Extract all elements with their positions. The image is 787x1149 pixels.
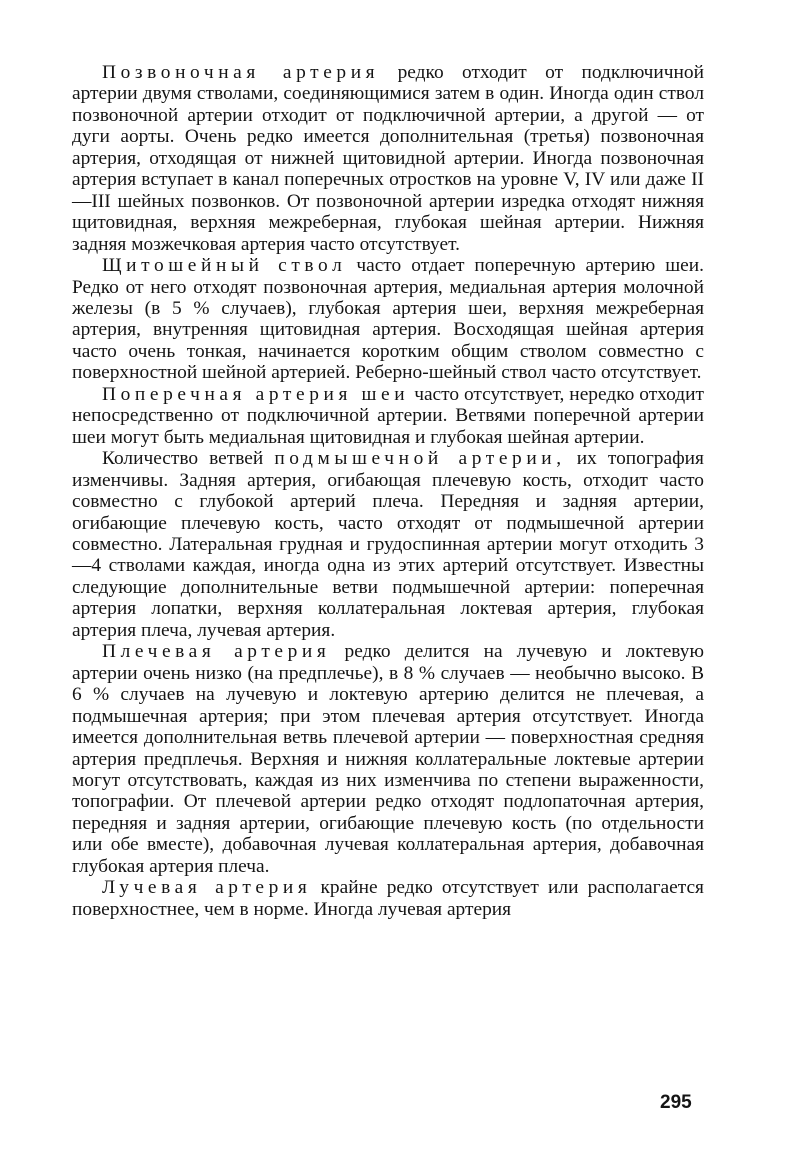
lead-text: Количество ветвей [102,448,264,470]
spaced-term: Щитошейный ствол [102,255,347,277]
paragraph-transverse-cervical-artery [72,384,704,448]
paragraph-text: часто отсутствует, нередко отходит непосредственно от подключичной артерии. Ветвями поперечной артерии шеи могут быть медиальная щитовидная и глубокая шейная артерии. [72,383,704,448]
spaced-term: Плечевая артерия [102,641,331,663]
paragraph-text: редко отходит от подключичной артерии двумя стволами, соединяющимися затем в один. Иногда один ствол позвоночной артерии отходит от подключичной артерии, а другой — от дуги аорты. Очень редко имеется дополнительная (третья) позвоночная артерия, отходящая от нижней щитовидной артерии. Иногда позвоночная артерия вступает в канал поперечных отростков на уровне V, IV или даже II—III шейных позвонков. От позвоночной артерии изредка отходят нижняя щитовидная, верхняя межреберная, глубокая шейная артерии. Нижняя задняя мозжечковая артерия часто отсутствует. [72,62,704,255]
paragraph-brachial-artery [72,641,704,877]
spaced-term: Позвоночная артерия [102,62,380,83]
paragraph-thyrocervical-trunk [72,255,704,384]
paragraph-vertebral-artery [72,62,704,255]
spaced-term: подмышечной артерии, [274,448,566,470]
paragraph-radial-artery [72,877,704,920]
paragraph-text: крайне редко отсутствует или располагается поверхностнее, чем в норме. Иногда лучевая артерия [72,877,704,920]
paragraph-axillary-artery [72,448,704,641]
paragraph-text: часто отдает поперечную артерию шеи. Редко от него отходят позвоночная артерия, медиальная артерия молочной железы (в 5 % случаев), глубокая артерия шеи, верхняя межреберная артерия, внутренняя щитовидная артерия. Восходящая шейная артерия часто очень тонкая, начинается коротким общим стволом совместно с поверхностной шейной артерией. Реберно-шейный ствол часто отсутствует. [72,255,704,384]
paragraph-text: их топография изменчивы. Задняя артерия, огибающая плечевую кость, отходит часто совместно с глубокой артерий плеча. Передняя и задняя артерии, огибающие плечевую кость, часто отходят от подмышечной артерии совместно. Латеральная грудная и грудоспинная артерии могут отходить 3—4 стволами каждая, иногда одна из этих артерий отсутствует. Известны следующие дополнительные ветви подмышечной артерии: поперечная артерия лопатки, верхняя коллатеральная локтевая артерия, глубокая артерия плеча, лучевая артерия. [72,448,704,641]
spaced-term: Поперечная артерия шеи [102,383,410,405]
spaced-term: Лучевая артерия [102,877,312,899]
paragraph-text: редко делится на лучевую и локтевую артерии очень низко (на предплечье), в 8 % случаев — необычно высоко. В 6 % случаев на лучевую и локтевую артерию делится не плечевая, а подмышечная артерия; при этом плечевая артерия отсутствует. Иногда имеется дополнительная ветвь плечевой артерии — поверхностная средняя артерия предплечья. Верхняя и нижняя коллатеральные локтевые артерии могут отсутствовать, каждая из них изменчива по степени выраженности, топографии. От плечевой артерии редко отходят подлопаточная артерия, передняя и задняя артерии, огибающие плечевую кость (по отдельности или обе вместе), добавочная лучевая коллатеральная артерия, добавочная глубокая артерия плеча. [72,641,704,877]
page-body [72,62,704,920]
page-number: 295 [660,1092,692,1113]
